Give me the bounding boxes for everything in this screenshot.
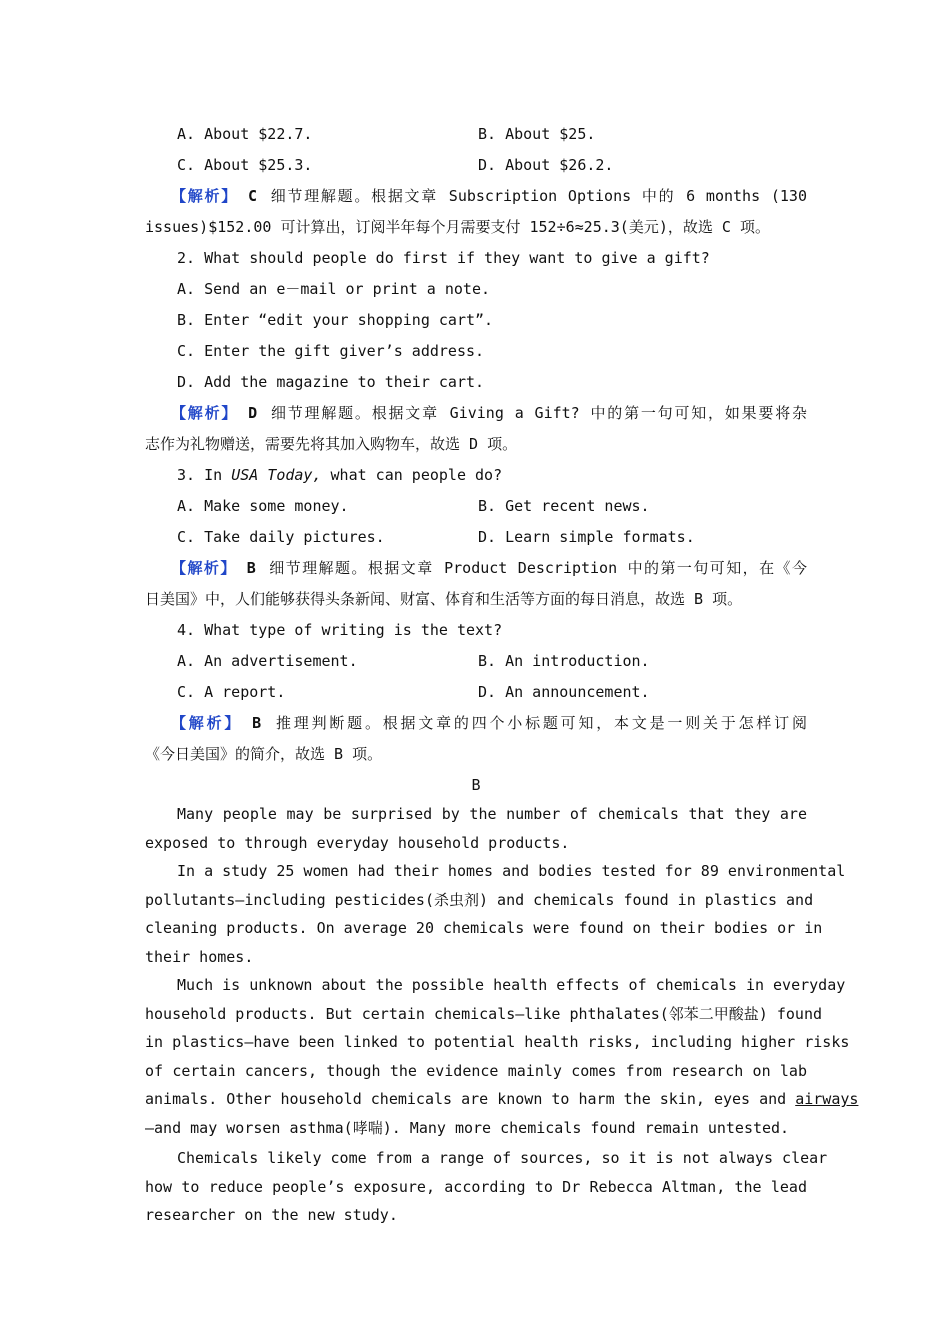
q2-option-b: B. Enter “edit your shopping cart”.	[177, 311, 494, 329]
passage-paragraph-3	[145, 971, 859, 1142]
q1-option-b: B. About $25.	[478, 125, 596, 143]
passage-line: Chemicals likely come from a range of sources, so it is not always clear	[177, 1149, 828, 1167]
q3-stem-title: USA Today,	[231, 466, 322, 484]
analysis-text: 细节理解题。根据文章 Product Description 中的第一句可知，在《今	[267, 559, 807, 577]
q4-option-b: B. An introduction.	[478, 652, 650, 670]
analysis-1-line-1	[145, 181, 807, 212]
q1-option-a: A. About $22.7.	[177, 125, 313, 143]
passage-line: pollutants—including pesticides(杀虫剂) and chemicals found in plastics and	[145, 890, 814, 909]
q3-option-c: C. Take daily pictures.	[177, 528, 385, 546]
answer-letter: C	[247, 187, 257, 205]
analysis-2-line-1	[145, 398, 807, 429]
passage-line: Much is unknown about the possible health effects of chemicals in everyday	[177, 976, 846, 994]
analysis-tag: 【解析】	[171, 187, 238, 205]
passage-line: —and may worsen asthma(哮喘). Many more chemicals found remain untested.	[145, 1118, 790, 1137]
analysis-3-line-2: 日美国》中，人们能够获得头条新闻、财富、体育和生活等方面的每日消息，故选 B 项。	[145, 590, 743, 608]
q2-option-c: C. Enter the gift giver’s address.	[177, 342, 485, 360]
document-content	[145, 119, 859, 1230]
q3-stem-pre: 3. In	[177, 466, 232, 484]
passage-paragraph-2	[145, 857, 846, 971]
q3-options-row-1	[145, 491, 807, 522]
underlined-word: airways	[795, 1090, 859, 1108]
q1-option-d: D. About $26.2.	[478, 156, 614, 174]
analysis-text: 细节理解题。根据文章 Giving a Gift? 中的第一句可知，如果要将杂	[269, 404, 807, 422]
passage-line: of certain cancers, though the evidence mainly comes from research on lab	[145, 1061, 807, 1080]
passage-line: household products. But certain chemicals—like phthalates(邻苯二甲酸盐) found	[145, 1004, 823, 1023]
q4-stem: 4. What type of writing is the text?	[177, 621, 503, 639]
analysis-text: 细节理解题。根据文章 Subscription Options 中的 6 months (130	[268, 187, 807, 205]
passage-line: in plastics—have been linked to potential health risks, including higher risks	[145, 1033, 850, 1051]
analysis-3-line-1	[145, 553, 807, 584]
q3-option-d: D. Learn simple formats.	[478, 528, 695, 546]
answer-letter: B	[246, 559, 256, 577]
analysis-tag: 【解析】	[171, 559, 237, 577]
q4-options-row-1	[145, 646, 807, 677]
q1-options-row-1	[145, 119, 807, 150]
q4-option-d: D. An announcement.	[478, 683, 650, 701]
passage-line: cleaning products. On average 20 chemicals were found on their bodies or in	[145, 919, 823, 937]
q1-options-row-2	[145, 150, 807, 181]
q1-option-c: C. About $25.3.	[177, 156, 313, 174]
q3-stem-post: what can people do?	[321, 466, 503, 484]
q4-option-a: A. An advertisement.	[177, 652, 358, 670]
passage-line: researcher on the new study.	[145, 1206, 398, 1224]
analysis-4-line-2: 《今日美国》的简介，故选 B 项。	[145, 745, 383, 763]
passage-line: how to reduce people’s exposure, according to Dr Rebecca Altman, the lead	[145, 1177, 807, 1196]
q3-options-row-2	[145, 522, 807, 553]
passage-paragraph-4	[145, 1144, 828, 1230]
q3-option-a: A. Make some money.	[177, 497, 349, 515]
q4-options-row-2	[145, 677, 807, 708]
passage-paragraph-1	[145, 800, 807, 857]
q3-option-b: B. Get recent news.	[478, 497, 650, 515]
analysis-tag: 【解析】	[171, 714, 243, 732]
passage-line-text: animals. Other household chemicals are known to harm the skin, eyes and	[145, 1090, 796, 1108]
analysis-2-line-2: 志作为礼物赠送，需要先将其加入购物车，故选 D 项。	[145, 435, 518, 453]
q2-option-d: D. Add the magazine to their cart.	[177, 373, 485, 391]
answer-letter: D	[248, 404, 258, 422]
q2-stem: 2. What should people do first if they want to give a gift?	[177, 249, 710, 267]
q4-option-c: C. A report.	[177, 683, 286, 701]
analysis-1-line-2: issues)$152.00 可计算出，订阅半年每个月需要支付 152÷6≈25.3(美元)，故选 C 项。	[145, 218, 770, 236]
analysis-text: 推理判断题。根据文章的四个小标题可知，本文是一则关于怎样订阅	[273, 714, 807, 732]
passage-line: In a study 25 women had their homes and bodies tested for 89 environmental	[177, 862, 846, 880]
section-heading: B	[471, 776, 481, 794]
analysis-4-line-1	[145, 708, 807, 739]
passage-line: Many people may be surprised by the number of chemicals that they are	[177, 805, 807, 823]
passage-line: exposed to through everyday household products.	[145, 833, 570, 852]
passage-line: their homes.	[145, 947, 254, 966]
passage-line	[145, 1085, 859, 1114]
answer-letter: B	[252, 714, 262, 732]
q2-option-a: A. Send an e－mail or print a note.	[177, 280, 491, 298]
analysis-tag: 【解析】	[171, 404, 239, 422]
q3-stem	[145, 460, 807, 491]
